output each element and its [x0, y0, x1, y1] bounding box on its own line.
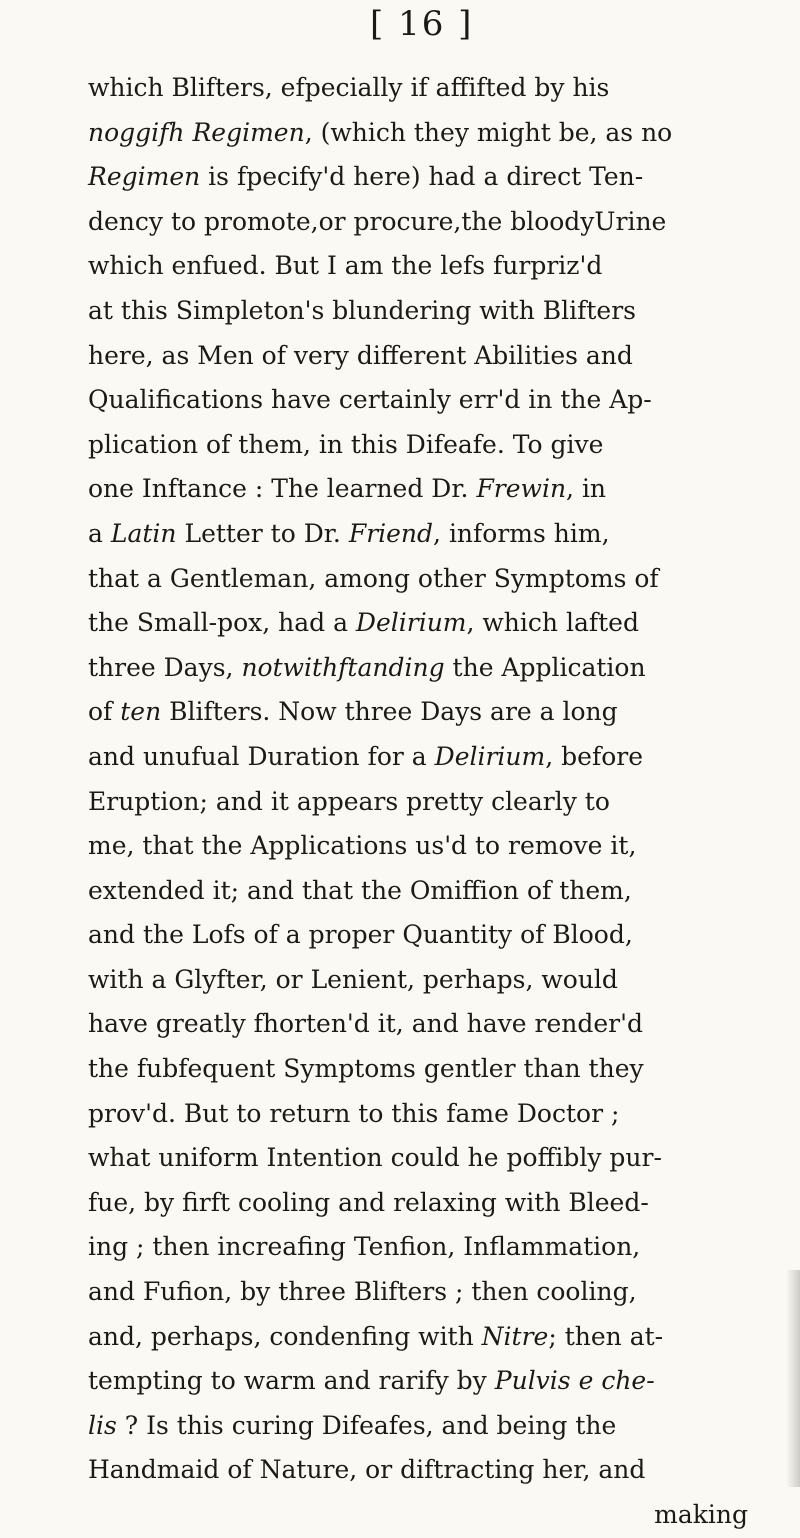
text-line: plication of them, in this Difeafe. To give — [88, 429, 604, 459]
page-edge-shadow — [786, 1270, 800, 1487]
text-line: me, that the Applications us'd to remove it, — [88, 831, 637, 861]
text-line: that a Gentleman, among other Symptoms of — [88, 563, 659, 593]
text-line: and Fufion, by three Blifters ; then cooling, — [88, 1277, 637, 1307]
text-line: and unufual Duration for a Delirium, before — [88, 741, 643, 771]
text-line: with a Glyfter, or Lenient, perhaps, would — [88, 964, 618, 994]
text-line: dency to promote,or procure,the bloodyUrine — [88, 206, 667, 236]
text-line: of ten Blifters. Now three Days are a long — [88, 697, 618, 727]
text-line: the fubfequent Symptoms gentler than they — [88, 1054, 644, 1084]
text-line: Eruption; and it appears pretty clearly to — [88, 786, 610, 816]
text-line: what uniform Intention could he poffibly pur- — [88, 1143, 662, 1173]
body-text — [88, 66, 756, 1538]
text-line: here, as Men of very different Abilities and — [88, 340, 633, 370]
text-line: and, perhaps, condenfing with Nitre; then at- — [88, 1321, 664, 1351]
catchword: making — [654, 1500, 748, 1529]
text-line: Qualifications have certainly err'd in the Ap- — [88, 385, 652, 415]
text-line: noggifh Regimen, (which they might be, as no — [88, 117, 673, 147]
text-line: fue, by firft cooling and relaxing with Bleed- — [88, 1187, 649, 1217]
text-line: Regimen is fpecify'd here) had a direct Ten- — [88, 162, 644, 192]
text-line: which Blifters, efpecially if affifted by his — [88, 73, 610, 102]
text-line: three Days, notwithftanding the Application — [88, 652, 646, 682]
text-line: Handmaid of Nature, or diftracting her, and — [88, 1455, 646, 1485]
page-number: [ 16 ] — [370, 4, 474, 44]
text-line: at this Simpleton's blundering with Blifters — [88, 295, 637, 325]
text-line: prov'd. But to return to this fame Doctor ; — [88, 1098, 620, 1128]
text-line: have greatly fhorten'd it, and have render'd — [88, 1009, 643, 1039]
text-line: which enfued. But I am the lefs furpriz'd — [88, 251, 603, 281]
text-line: and the Lofs of a proper Quantity of Blood, — [88, 920, 633, 950]
text-line: lis ? Is this curing Difeafes, and being the — [88, 1410, 617, 1440]
text-line: ing ; then increafing Tenfion, Inflammation, — [88, 1232, 641, 1262]
text-line: one Inftance : The learned Dr. Frewin, in — [88, 474, 607, 504]
text-line: the Small-pox, had a Delirium, which lafted — [88, 608, 639, 638]
text-line: a Latin Letter to Dr. Friend, informs him, — [88, 518, 610, 548]
text-line: tempting to warm and rarify by Pulvis e che- — [88, 1366, 655, 1396]
text-line: extended it; and that the Omiffion of them, — [88, 875, 632, 905]
